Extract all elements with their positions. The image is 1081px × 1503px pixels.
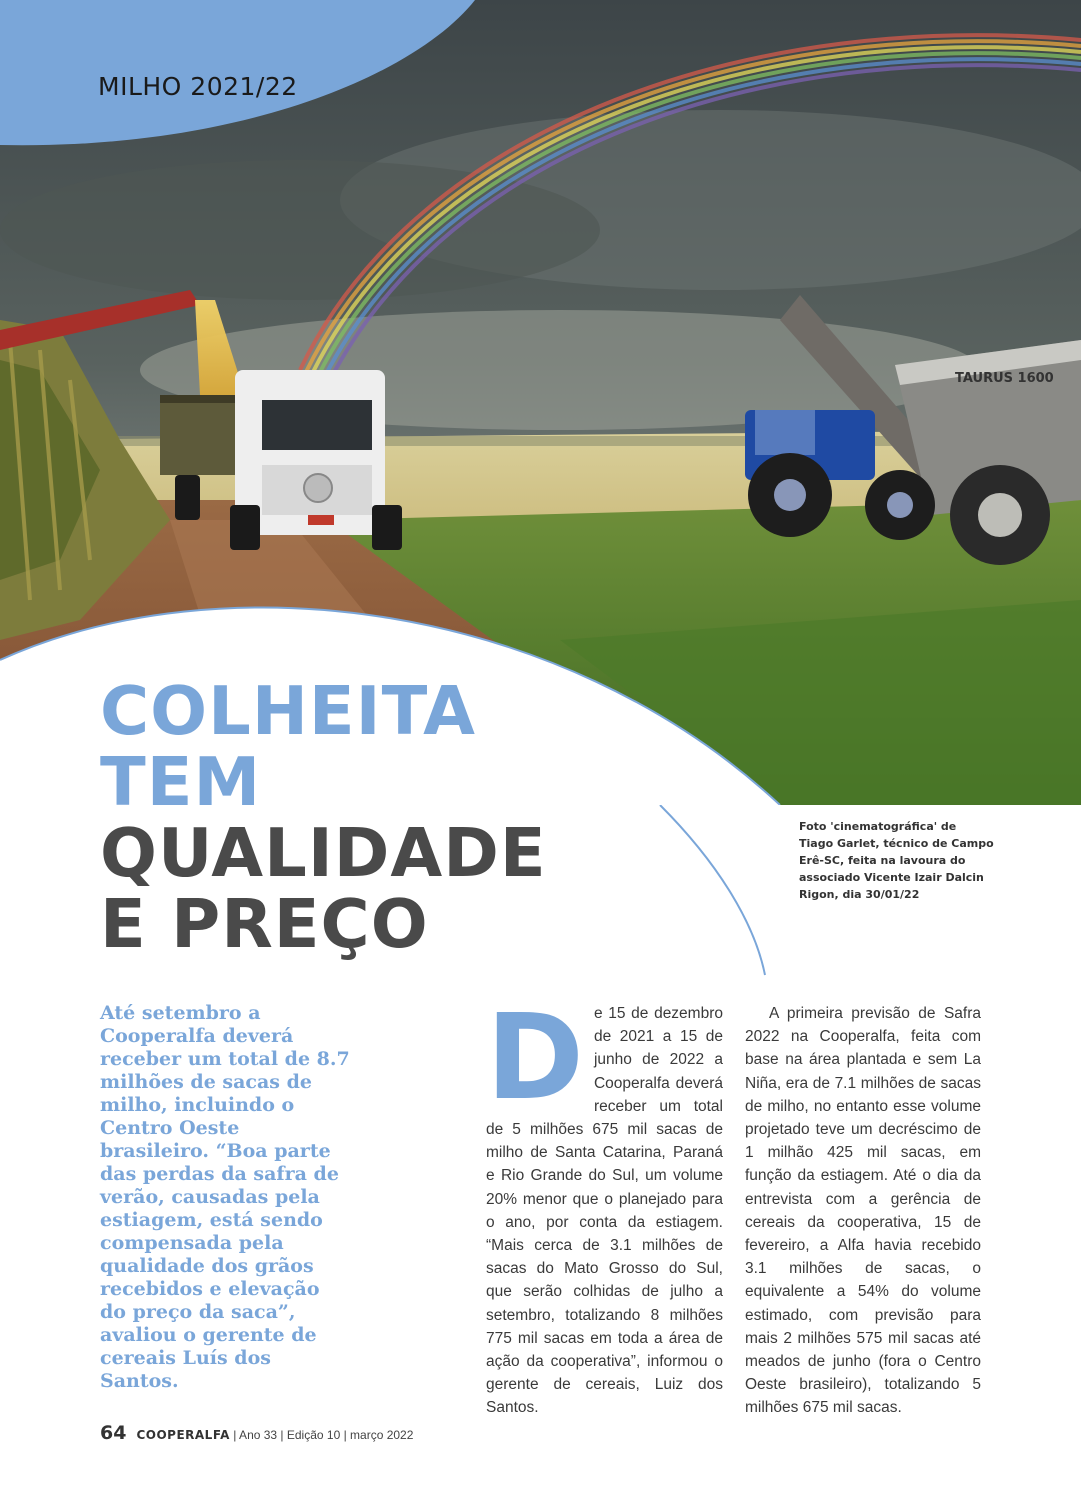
page-number: 64: [100, 1422, 127, 1444]
lead-paragraph: Até setembro a Cooperalfa deverá receber um total de 8.7 milhões de sacas de milho, incluindo o Centro Oeste brasileiro. “Boa parte das perdas da safra de verão, causadas pela estiagem, está sendo compensada pela qualidade dos grãos recebidos e elevação do preço da saca”, avaliou o gerente de cereais Luís dos Santos.: [100, 1002, 350, 1392]
body-column-2: A primeira previsão de Safra 2022 na Cooperalfa, feita com base na área plantada e sem La Niña, era de 7.1 milhões de sacas de milho, no entanto esse volume projetado teve um decréscimo de 1 milhão 425 mil sacas, em função da estiagem. Até o dia da entrevista com a gerência de cereais da cooperativa, 15 de fevereiro, a Alfa havia recebido 3.1 milhões de sacas, o equivalente a 54% do volume estimado, com previsão para mais 2 milhões 575 mil sacas até meados de junho (fora o Centro Oeste brasileiro), totalizando 5 milhões 675 mil sacas.: [745, 1005, 981, 1417]
section-tag: MILHO 2021/22: [98, 72, 298, 101]
headline-line-1: COLHEITA: [100, 672, 476, 750]
footer-brand: COOPERALFA: [136, 1428, 230, 1442]
photo-caption: Foto 'cinematográfica' de Tiago Garlet, técnico de Campo Erê-SC, feita na lavoura do associado Vicente Izair Dalcin Rigon, dia 30/01/22: [799, 820, 994, 901]
page-footer: [100, 1422, 413, 1444]
cart-brand-text: TAURUS 1600: [955, 371, 1054, 386]
headline-line-4: E PREÇO: [100, 885, 429, 963]
headline-line-2: TEM: [100, 743, 262, 821]
headline: [100, 672, 547, 963]
body-column-1: [486, 988, 723, 1420]
headline-line-3: QUALIDADE: [100, 814, 547, 892]
footer-issue-info: | Ano 33 | Edição 10 | março 2022: [229, 1428, 414, 1442]
drop-cap: D: [486, 988, 584, 1126]
body-column-1-text: e 15 de dezembro de 2021 a 15 de junho de 2022 a Cooperalfa deverá receber um total de 5 milhões 675 mil sacas de milho de Santa Catarina, Paraná e Rio Grande do Sul, um volume 20% menor que o planejado para o ano, por conta da estiagem. “Mais cerca de 3.1 milhões de sacas do Mato Grosso do Sul, que serão colhidas de julho a setembro, totalizando 8 milhões 775 mil sacas em toda a área de ação da cooperativa”, informou o gerente de cereais, Luiz dos Santos.: [486, 1005, 723, 1417]
